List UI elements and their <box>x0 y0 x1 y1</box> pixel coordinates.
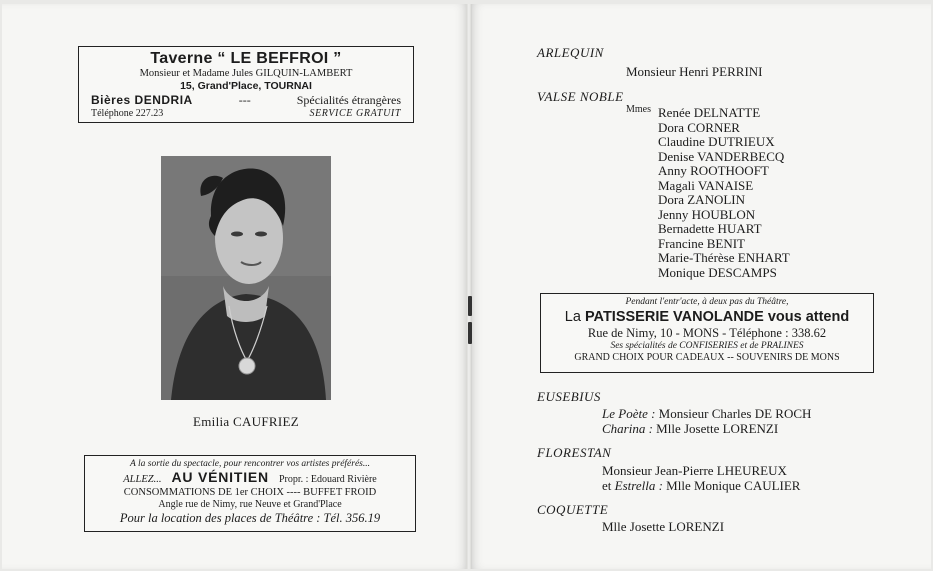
ad-taverne-beffroi <box>78 46 414 123</box>
ad-vanolande-address: Rue de Nimy, 10 - MONS - Téléphone : 338.62 <box>587 326 827 340</box>
ad-venitien-name-row <box>85 470 415 487</box>
dancer-name: Dora ZANOLIN <box>658 192 746 207</box>
actor-coquette: Mlle Josette LORENZI <box>602 519 725 534</box>
dancer-name: Francine BENIT <box>658 235 746 251</box>
photo-caption: Emilia CAUFRIEZ <box>193 414 299 429</box>
role-valse-noble: VALSE NOBLE <box>537 89 624 104</box>
dancer-name: Renée DELNATTE <box>658 105 761 120</box>
role-eusebius: EUSEBIUS <box>537 389 601 404</box>
eusebius-line-1 <box>602 406 811 422</box>
ad-vanolande-specialties: Ses spécialités de CONFISERIES et de PRALINES <box>610 341 804 351</box>
ad-beffroi-separator: --- <box>238 93 251 107</box>
role-arlequin: ARLEQUIN <box>537 45 604 60</box>
dancer-name: Bernadette HUART <box>658 221 762 236</box>
ad-venitien-owner: Propr. : Edouard Rivière <box>278 474 377 485</box>
ad-beffroi-beer-row <box>79 93 413 108</box>
portrait-photo <box>161 156 331 400</box>
eusebius-line-2-actor: Mlle Josette LORENZI <box>656 421 779 436</box>
role-florestan: FLORESTAN <box>537 445 612 460</box>
eusebius-line-2 <box>602 421 778 437</box>
ad-beffroi-owners: Monsieur et Madame Jules GILQUIN-LAMBERT <box>139 68 353 79</box>
ad-venitien-name: AU VÉNITIEN <box>171 469 269 485</box>
ad-vanolande-intro: Pendant l'entr'acte, à deux pas du Théâtre, <box>625 297 789 307</box>
florestan-line-2 <box>602 478 800 494</box>
valse-noble-prefix: Mmes <box>626 104 651 115</box>
ad-vanolande-name-suffix: vous attend <box>767 309 850 325</box>
ad-beffroi-service: SERVICE GRATUIT <box>309 108 401 119</box>
ad-vanolande-name: PATISSERIE VANOLANDE <box>584 309 764 325</box>
florestan-line-2-actor: Mlle Monique CAULIER <box>666 478 801 493</box>
ad-beffroi-phone-row <box>79 108 413 119</box>
florestan-line-2-prefix: et <box>602 478 612 493</box>
valse-noble-dancer-list <box>658 106 790 280</box>
eusebius-line-1-actor: Monsieur Charles DE ROCH <box>658 406 812 421</box>
ad-patisserie-vanolande <box>540 293 874 373</box>
ad-beffroi-beer: Bières DENDRIA <box>91 93 193 107</box>
ad-beffroi-title: Taverne “ LE BEFFROI ” <box>150 50 342 67</box>
ad-venitien-address: Angle rue de Nimy, rue Neuve et Grand'Place <box>158 499 342 510</box>
dancer-name: Marie-Thérèse ENHART <box>658 250 790 265</box>
ad-vanolande-name-prefix: La <box>564 309 581 325</box>
florestan-line-2-role: Estrella : <box>614 478 663 493</box>
dancer-name: Magali VANAISE <box>658 177 754 193</box>
ad-beffroi-phone: Téléphone 227.23 <box>91 108 164 119</box>
portrait-illustration <box>161 156 331 400</box>
florestan-line-1: Monsieur Jean-Pierre LHEUREUX <box>602 463 787 478</box>
dancer-name: Monique DESCAMPS <box>658 264 777 280</box>
ad-beffroi-address: 15, Grand'Place, TOURNAI <box>180 80 312 92</box>
eusebius-line-1-role: Le Poète : <box>602 406 656 421</box>
actor-arlequin: Monsieur Henri PERRINI <box>626 64 763 79</box>
dancer-name: Claudine DUTRIEUX <box>658 134 775 149</box>
staple-top <box>468 296 472 316</box>
eusebius-line-2-role: Charina : <box>602 421 653 436</box>
ad-vanolande-gifts: GRAND CHOIX POUR CADEAUX -- SOUVENIRS DE MONS <box>574 352 840 363</box>
role-coquette: COQUETTE <box>537 502 609 517</box>
ad-vanolande-name-row <box>541 308 873 326</box>
ad-venitien-allez: ALLEZ... <box>123 474 162 485</box>
dancer-name: Denise VANDERBECQ <box>658 148 785 164</box>
dancer-name: Dora CORNER <box>658 119 740 135</box>
page-gutter <box>466 4 472 569</box>
ad-venitien-intro: A la sortie du spectacle, pour rencontrer vos artistes préférés... <box>129 459 371 469</box>
dancer-name: Anny ROOTHOOFT <box>658 163 769 178</box>
dancer-name: Jenny HOUBLON <box>658 206 756 222</box>
staple-bottom <box>468 322 472 344</box>
ad-beffroi-specialties: Spécialités étrangères <box>296 93 401 107</box>
ad-venitien-booking: Pour la location des places de Théâtre : Tél. 356.19 <box>119 511 381 525</box>
ad-au-venitien <box>84 455 416 532</box>
ad-venitien-consommations: CONSOMMATIONS DE 1er CHOIX ---- BUFFET FROID <box>123 487 377 498</box>
